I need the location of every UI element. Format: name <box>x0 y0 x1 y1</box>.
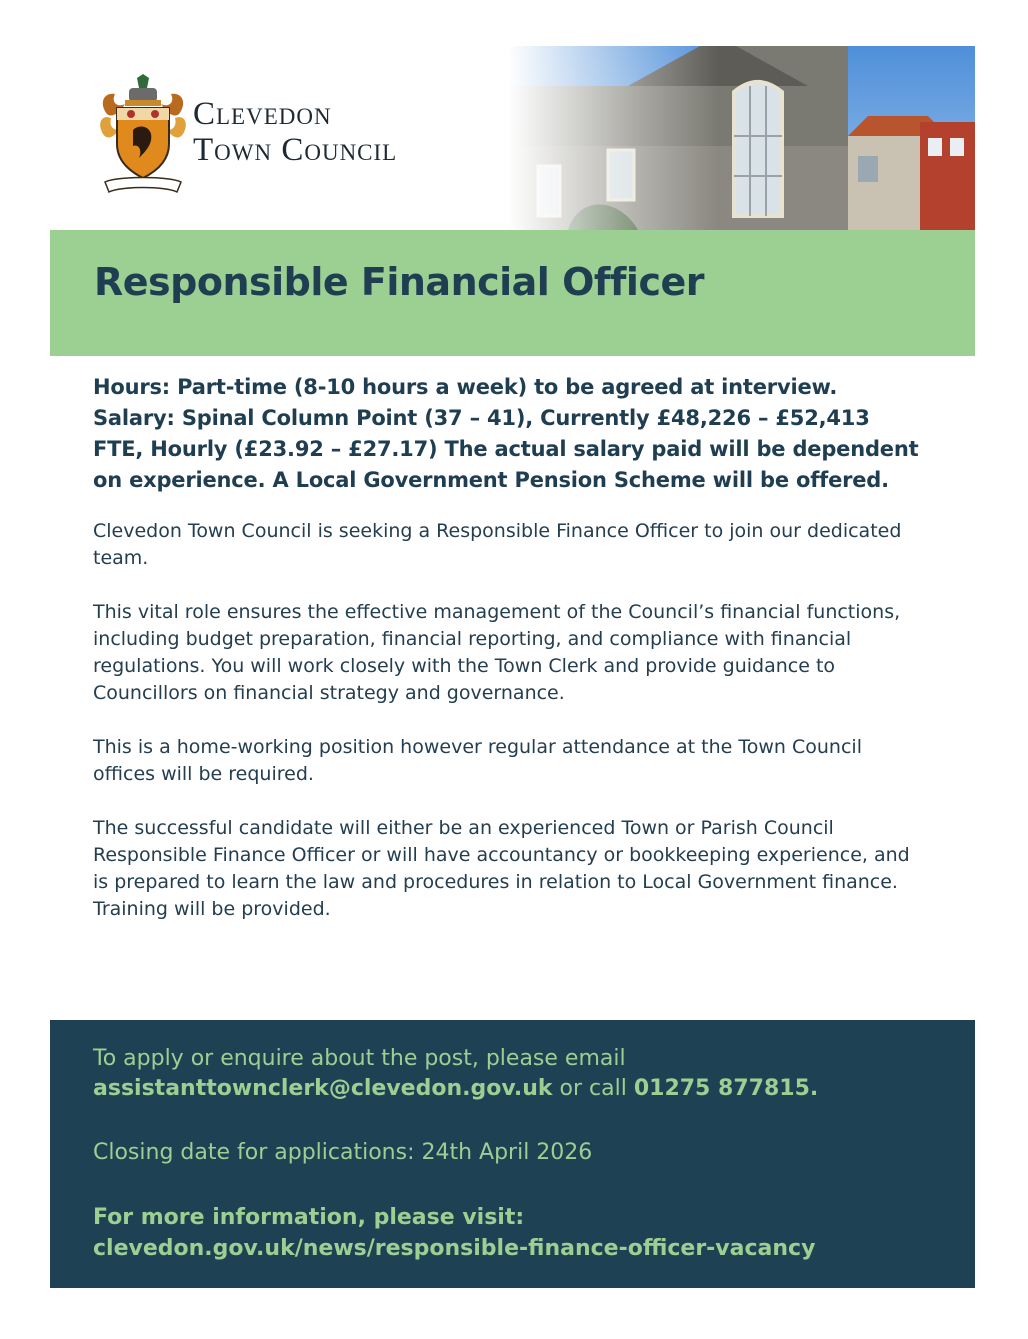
building-photo <box>508 46 975 230</box>
council-logo <box>97 74 477 204</box>
apply-instructions <box>93 1044 943 1104</box>
footer-contact <box>93 1044 943 1264</box>
crest-icon <box>97 74 189 198</box>
main-content <box>93 372 923 950</box>
paragraph-candidate: The successful candidate will either be an experienced Town or Parish Council Responsible Finance Officer or will have accountancy or bookkeeping experience, and is prepared to learn the law and procedures in relation to Local Government finance. Training will be provided. <box>93 817 910 920</box>
paragraph-location: This is a home-working position however regular attendance at the Town Council offices will be required. <box>93 736 862 785</box>
website-link[interactable]: clevedon.gov.uk/news/responsible-finance-officer-vacancy <box>93 1236 816 1261</box>
email-link[interactable]: assistanttownclerk@clevedon.gov.uk <box>93 1076 553 1101</box>
hours-text: Hours: Part-time (8-10 hours a week) to be agreed at interview. <box>93 375 838 399</box>
more-info <box>93 1202 943 1264</box>
org-name-line2: Town Council <box>193 132 398 168</box>
paragraph-intro: Clevedon Town Council is seeking a Responsible Finance Officer to join our dedicated team. <box>93 520 902 569</box>
header <box>50 46 975 230</box>
paragraph-role: This vital role ensures the effective management of the Council’s financial functions, including budget preparation, financial reporting, and compliance with financial regulations. You will work closely with the Town Clerk and provide guidance to Councillors on financial strategy and governance. <box>93 601 901 704</box>
org-name <box>193 96 397 168</box>
closing-date: Closing date for applications: 24th April 2026 <box>93 1140 593 1165</box>
title-band <box>50 230 975 356</box>
footer-band <box>50 1020 975 1288</box>
more-info-label: For more information, please visit: <box>93 1205 525 1230</box>
apply-text: To apply or enquire about the post, please email <box>93 1046 626 1071</box>
page-title: Responsible Financial Officer <box>94 260 704 304</box>
or-call-text: or call <box>552 1076 634 1101</box>
job-summary <box>93 372 923 496</box>
salary-text: Salary: Spinal Column Point (37 – 41), Currently £48,226 – £52,413 FTE, Hourly (£23.92 – £27.17) The actual salary paid will be dependent on experience. A Local Government Pension Scheme will be offered. <box>93 406 919 492</box>
org-name-line1: Clevedon <box>193 96 332 132</box>
phone-link[interactable]: 01275 877815. <box>633 1076 819 1101</box>
building-photo-illustration <box>508 46 975 230</box>
